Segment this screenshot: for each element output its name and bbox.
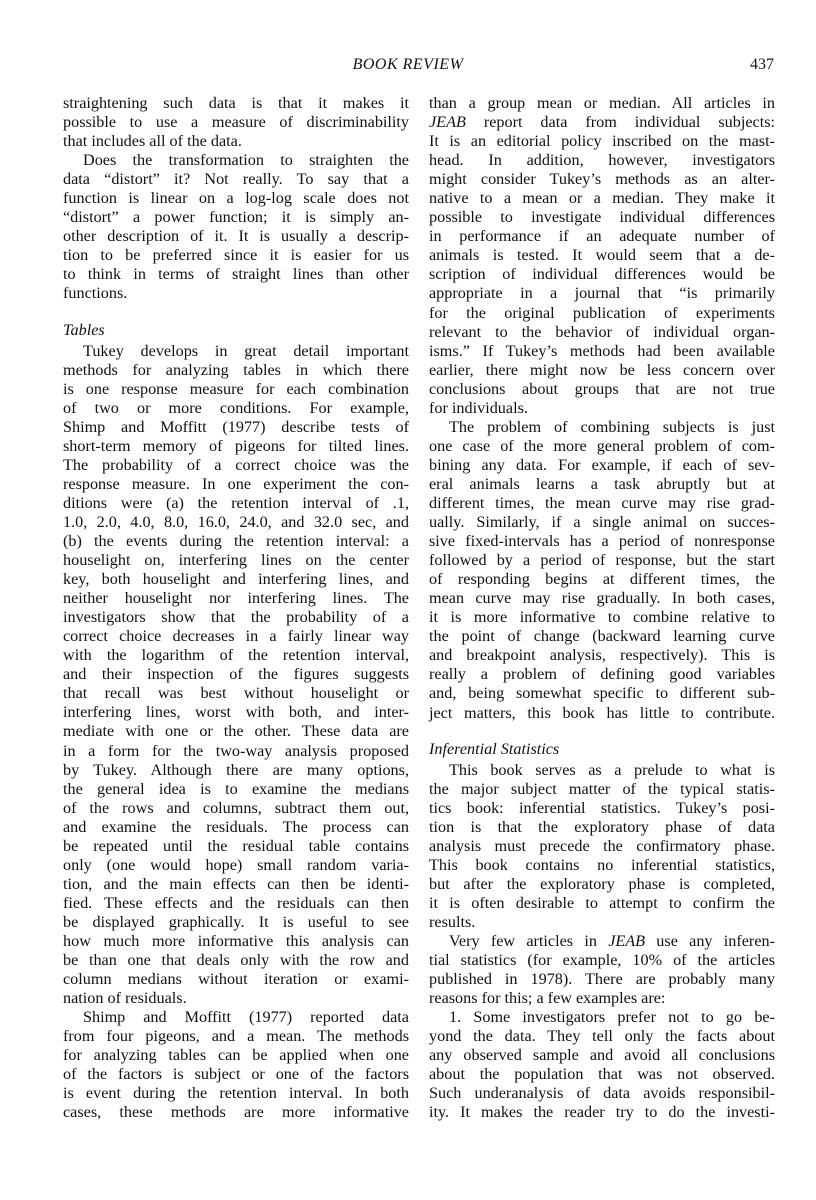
text-fragment: Very few articles in bbox=[449, 931, 609, 950]
text-line: scription of individual differences would be bbox=[429, 265, 775, 284]
text-line: It is an editorial policy inscribed on the mast- bbox=[429, 132, 775, 151]
text-line: relevant to the behavior of individual organ- bbox=[429, 322, 775, 341]
text-line: for the original publication of experiments bbox=[429, 303, 775, 322]
paragraph-tables bbox=[63, 342, 409, 1009]
text-line: fied. These effects and the residuals can then bbox=[63, 893, 409, 912]
text-line: isms.” If Tukey’s methods had been available bbox=[429, 341, 775, 360]
text-line: might consider Tukey’s methods as an alter- bbox=[429, 170, 775, 189]
text-line: functions. bbox=[63, 284, 128, 303]
text-line: it is often desirable to attempt to confirm the bbox=[429, 893, 775, 912]
text-line: short-term memory of pigeons for tilted lines. bbox=[63, 436, 409, 455]
text-line: interfering lines, worst with both, and inter- bbox=[63, 703, 409, 722]
text-line: it is more informative to combine relative to bbox=[429, 608, 775, 627]
text-line: The problem of combining subjects is just bbox=[449, 417, 775, 436]
text-line: yond the data. They tell only the facts about bbox=[429, 1027, 775, 1046]
left-column bbox=[63, 94, 409, 1122]
text-line: function is linear on a log-log scale does not bbox=[63, 189, 409, 208]
text-line: for analyzing tables can be applied when one bbox=[63, 1046, 409, 1065]
text-line: how much more informative this analysis can bbox=[63, 931, 409, 950]
text-line: but after the exploratory phase is completed, bbox=[429, 874, 775, 893]
text-line: different times, the mean curve may rise grad- bbox=[429, 493, 775, 512]
text-line: one case of the more general problem of com- bbox=[429, 436, 775, 455]
text-line: nation of residuals. bbox=[63, 989, 187, 1008]
text-line: The probability of a correct choice was the bbox=[63, 455, 409, 474]
paragraph-individual-subjects bbox=[429, 94, 775, 418]
text-line: than a group mean or median. All articles in bbox=[429, 94, 775, 112]
text-line: and breakpoint analysis, respectively). This is bbox=[429, 646, 775, 665]
text-line: This book serves as a prelude to what is bbox=[449, 760, 775, 779]
running-head bbox=[0, 52, 816, 76]
journal-name: JEAB bbox=[429, 113, 466, 132]
text-line: correct choice decreases in a fairly linear way bbox=[63, 627, 409, 646]
text-line: tial statistics (for example, 10% of the articles bbox=[429, 951, 775, 970]
text-line: reasons for this; a few examples are: bbox=[429, 989, 666, 1008]
text-line: 1.0, 2.0, 4.0, 8.0, 16.0, 24.0, and 32.0 sec, and bbox=[63, 512, 409, 531]
list-item-1 bbox=[429, 1008, 775, 1122]
text-line: any observed sample and avoid all conclusions bbox=[429, 1046, 775, 1065]
text-line: conclusions about groups that are not true bbox=[429, 379, 775, 398]
text-line: is event during the retention interval. In both bbox=[63, 1084, 409, 1103]
text-line: ity. It makes the reader try to do the investi- bbox=[429, 1103, 775, 1122]
text-line: sive fixed-intervals has a period of nonresponse bbox=[429, 532, 775, 551]
text-line: be repeated until the residual table contains bbox=[63, 836, 409, 855]
text-line: the major subject matter of the typical statis- bbox=[429, 779, 775, 798]
text-line: the point of change (backward learning curve bbox=[429, 627, 775, 646]
text-line: eral animals learns a task abruptly but at bbox=[429, 474, 775, 493]
text-line: This book contains no inferential statistics, bbox=[429, 855, 775, 874]
text-line: is one response measure for each combination bbox=[63, 379, 409, 398]
text-line: (b) the events during the retention interval: a bbox=[63, 531, 409, 550]
right-column bbox=[429, 94, 775, 1122]
text-line: response measure. In one experiment the con- bbox=[63, 474, 409, 493]
text-line: to think in terms of straight lines than other bbox=[63, 265, 409, 284]
text-line: Shimp and Moffitt (1977) describe tests of bbox=[63, 417, 409, 436]
text-line: cases, these methods are more informative bbox=[63, 1103, 409, 1122]
text-line: about the population that was not observed. bbox=[429, 1065, 775, 1084]
text-line: and examine the residuals. The process can bbox=[63, 817, 409, 836]
text-line: really a problem of defining good variables bbox=[429, 665, 775, 684]
paragraph-combining bbox=[429, 418, 775, 723]
text-line: from four pigeons, and a mean. The methods bbox=[63, 1027, 409, 1046]
text-line: head. In addition, however, investigators bbox=[429, 151, 775, 170]
text-line: Shimp and Moffitt (1977) reported data bbox=[83, 1008, 409, 1027]
paragraph-prelude bbox=[429, 761, 775, 932]
text-line: earlier, there might now be less concern over bbox=[429, 360, 775, 379]
text-line: straightening such data is that it makes it bbox=[63, 94, 409, 112]
paragraph-very-few-articles bbox=[429, 932, 775, 1008]
text-line: be than one that deals only with the row and bbox=[63, 951, 409, 970]
text-line: tion is that the exploratory phase of data bbox=[429, 817, 775, 836]
paragraph-shimp-moffitt bbox=[63, 1008, 409, 1122]
section-heading-inferential-statistics: Inferential Statistics bbox=[429, 739, 560, 758]
page-number: 437 bbox=[750, 56, 774, 73]
text-line: of the rows and columns, subtract them out, bbox=[63, 798, 409, 817]
journal-name: JEAB bbox=[608, 931, 646, 950]
text-line: “distort” a power function; it is simply an- bbox=[63, 208, 409, 227]
text-line: Does the transformation to straighten the bbox=[83, 151, 409, 170]
text-line: mediate with one or the other. These data are bbox=[63, 722, 409, 741]
text-line: houselight on, interfering lines on the center bbox=[63, 551, 409, 570]
text-line: ject matters, this book has little to contribute. bbox=[429, 703, 775, 722]
text-line: other description of it. It is usually a descrip- bbox=[63, 227, 409, 246]
text-line: Such underanalysis of data avoids responsibil- bbox=[429, 1084, 775, 1103]
paragraph-distort bbox=[63, 151, 409, 303]
text-line: in a form for the two-way analysis proposed bbox=[63, 741, 409, 760]
text-line: mean curve may rise gradually. In both cases, bbox=[429, 589, 775, 608]
text-line: and their inspection of the figures suggests bbox=[63, 665, 409, 684]
text-line: that includes all of the data. bbox=[63, 132, 242, 151]
text-line: possible to investigate individual differences bbox=[429, 208, 775, 227]
text-line: column medians without iteration or exami- bbox=[63, 970, 409, 989]
text-line: results. bbox=[429, 912, 476, 931]
text-line: ually. Similarly, if a single animal on succes- bbox=[429, 513, 775, 532]
text-line: the general idea is to examine the medians bbox=[63, 779, 409, 798]
text-fragment: use any inferen- bbox=[645, 931, 775, 950]
text-line: of responding begins at different times, the bbox=[429, 570, 775, 589]
text-line: analysis must precede the confirmatory phase. bbox=[429, 836, 775, 855]
text-line: methods for analyzing tables in which there bbox=[63, 360, 409, 379]
text-line: in performance if an adequate number of bbox=[429, 227, 775, 246]
paragraph-continued bbox=[63, 94, 409, 151]
text-line: with the logarithm of the retention interval, bbox=[63, 646, 409, 665]
text-line: data “distort” it? Not really. To say that a bbox=[63, 170, 409, 189]
text-line: be displayed graphically. It is useful to see bbox=[63, 912, 409, 931]
text-line: tion, and the main effects can then be identi- bbox=[63, 874, 409, 893]
text-line: possible to use a measure of discriminability bbox=[63, 113, 409, 132]
text-line: investigators show that the probability of a bbox=[63, 608, 409, 627]
text-line: published in 1978). There are probably many bbox=[429, 970, 775, 989]
section-heading-tables: Tables bbox=[63, 320, 105, 339]
text-line: and, being somewhat specific to different sub- bbox=[429, 684, 775, 703]
text-line: animals is tested. It would seem that a de- bbox=[429, 246, 775, 265]
text-fragment: report data from individual subjects: bbox=[465, 113, 775, 132]
text-line: of the factors is subject or one of the factors bbox=[63, 1065, 409, 1084]
text-line: appropriate in a journal that “is primarily bbox=[429, 284, 775, 303]
text-line: Tukey develops in great detail important bbox=[83, 341, 409, 360]
text-line: key, both houselight and interfering lines, and bbox=[63, 570, 409, 589]
text-line: tics book: inferential statistics. Tukey’s posi- bbox=[429, 798, 775, 817]
text-line: of two or more conditions. For example, bbox=[63, 398, 409, 417]
text-line: for individuals. bbox=[429, 398, 528, 417]
text-line: only (one would hope) small random varia- bbox=[63, 855, 409, 874]
text-line: that recall was best without houselight or bbox=[63, 684, 409, 703]
text-line: 1. Some investigators prefer not to go be- bbox=[449, 1008, 775, 1027]
text-line bbox=[429, 932, 775, 951]
text-line: native to a mean or a median. They make it bbox=[429, 189, 775, 208]
text-line: neither houselight nor interfering lines. The bbox=[63, 589, 409, 608]
running-title: BOOK REVIEW bbox=[352, 56, 464, 73]
text-line: bining any data. For example, if each of sev- bbox=[429, 455, 775, 474]
text-line bbox=[429, 113, 775, 132]
text-line: followed by a period of response, but the start bbox=[429, 551, 775, 570]
text-line: by Tukey. Although there are many options, bbox=[63, 760, 409, 779]
text-line: tion to be preferred since it is easier for us bbox=[63, 246, 409, 265]
text-line: ditions were (a) the retention interval of .1, bbox=[63, 493, 409, 512]
